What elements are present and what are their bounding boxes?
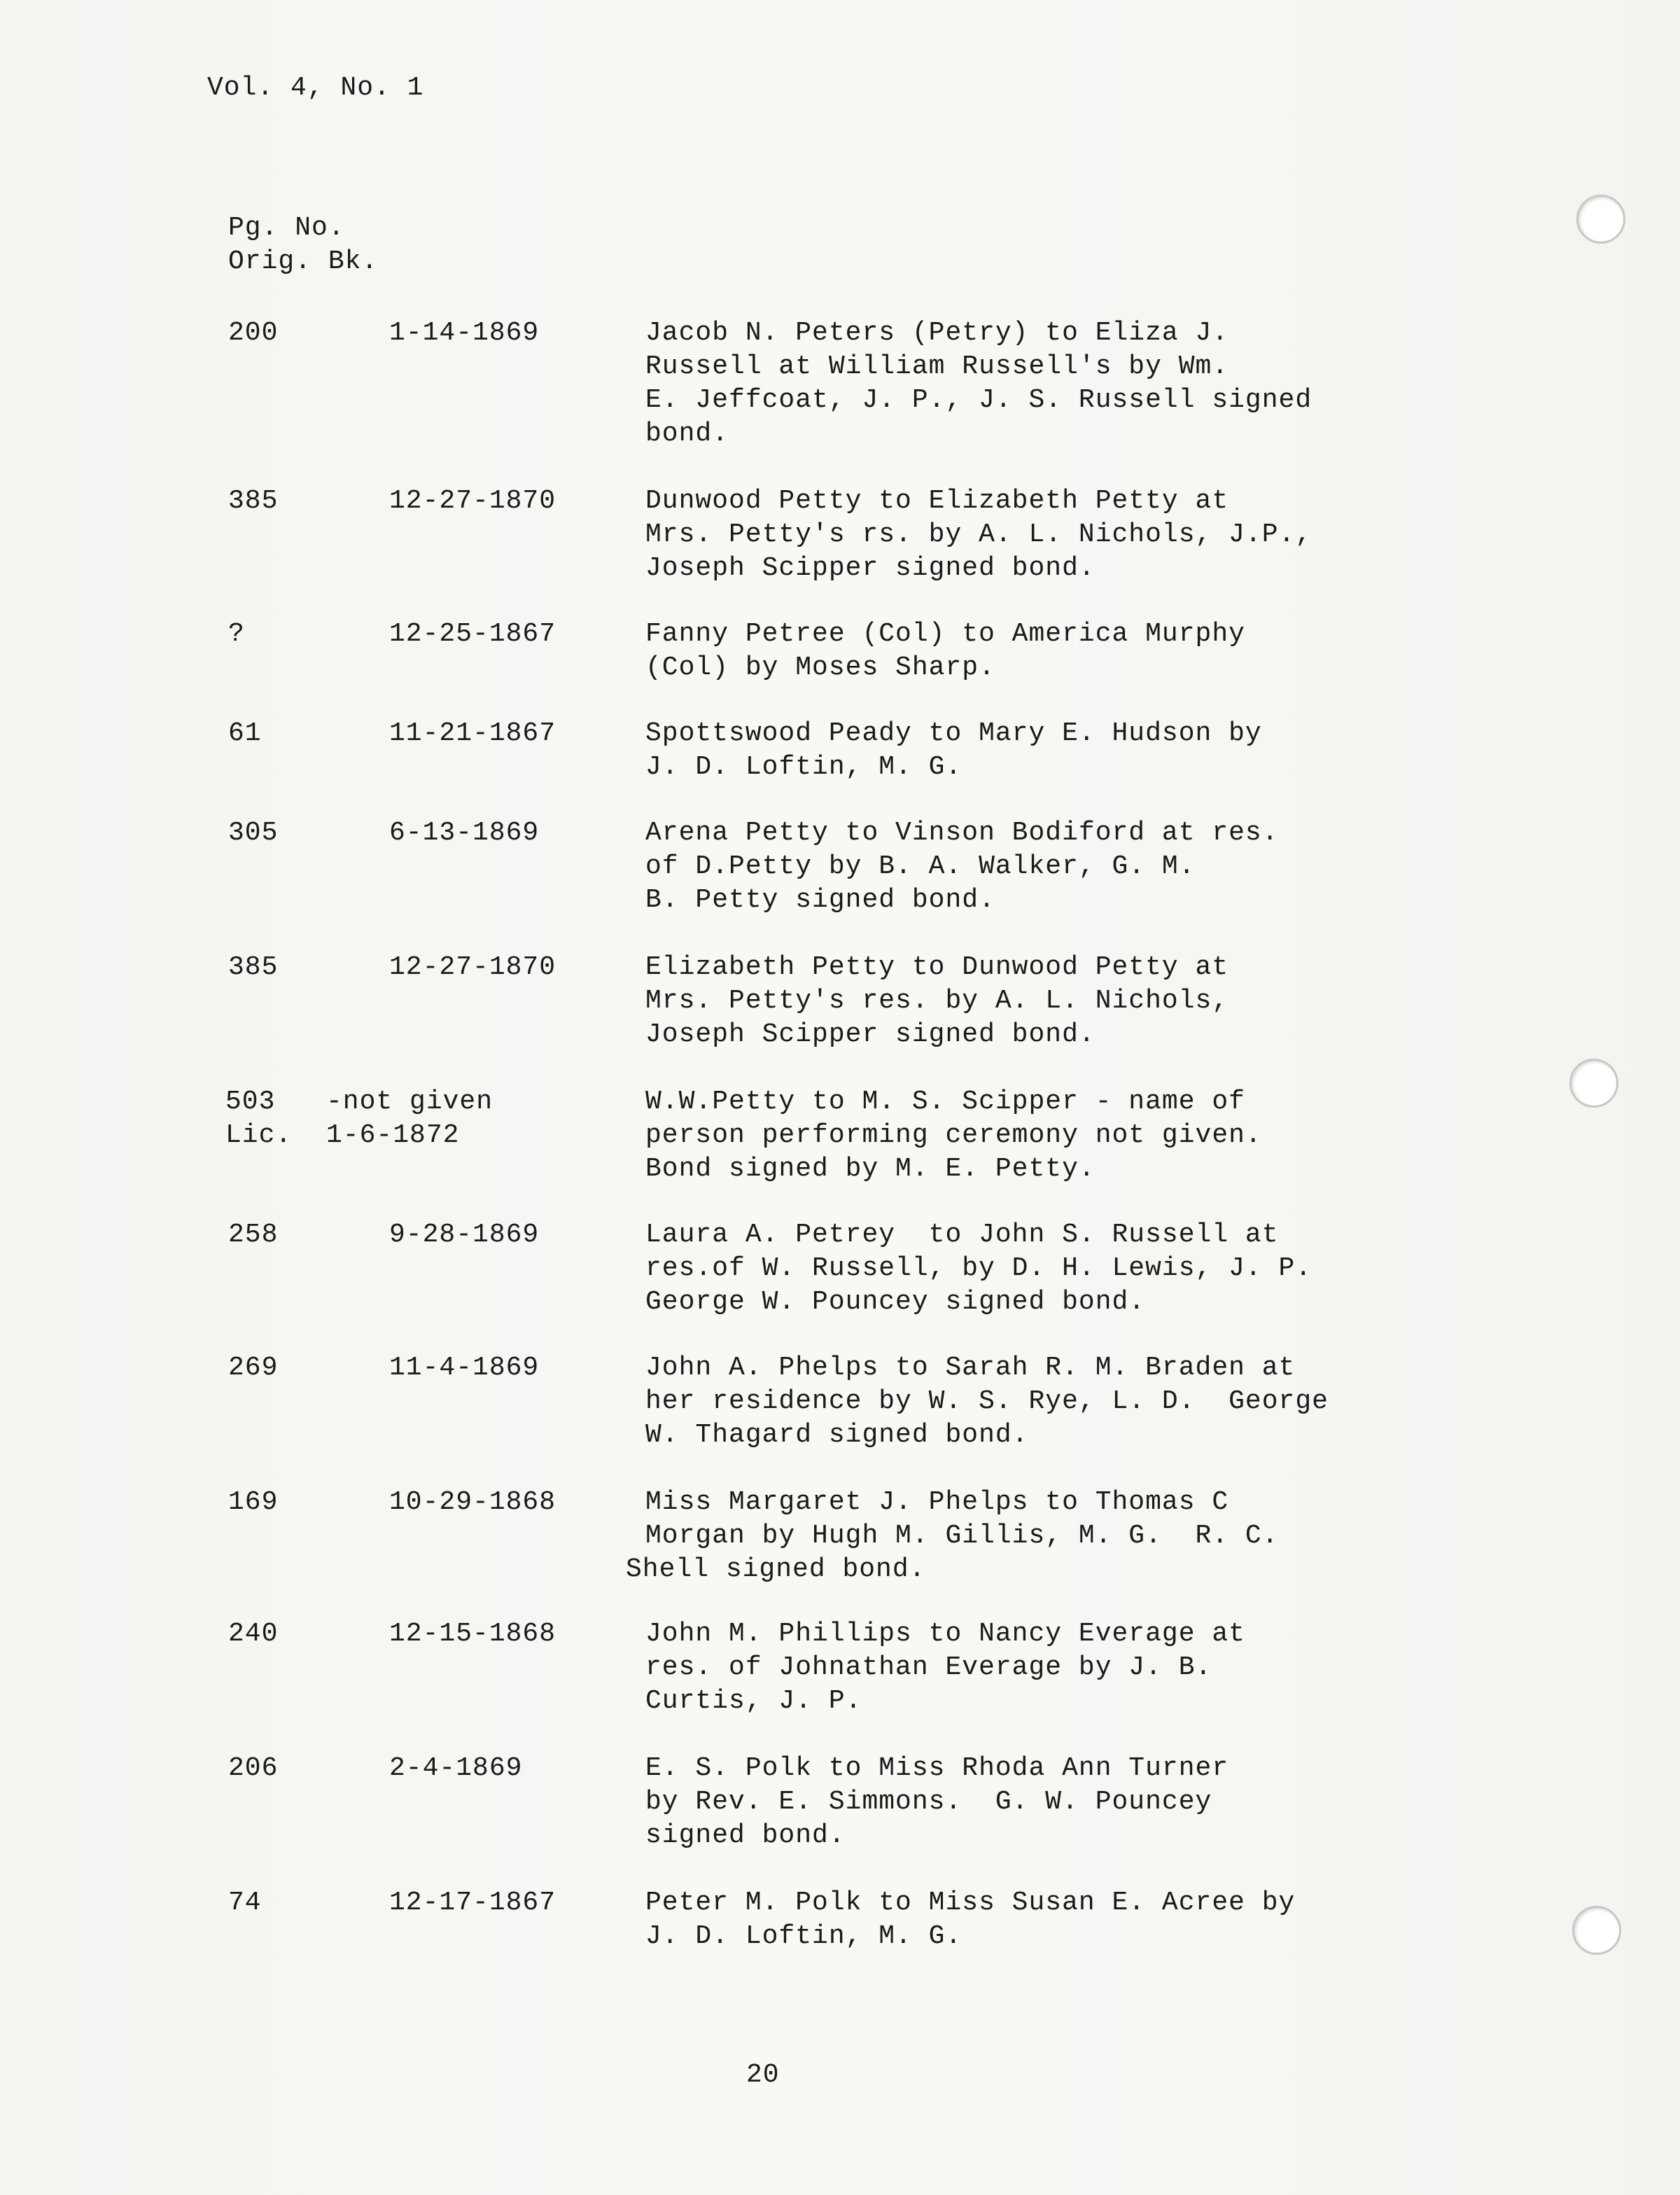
entry-text-line: res. of Johnathan Everage by J. B. <box>645 1652 1212 1682</box>
entry-page-number: 385 <box>228 486 279 516</box>
entry-text <box>645 951 1471 1052</box>
entry-page-number: ? <box>228 619 245 649</box>
entry-text <box>645 1886 1471 1953</box>
entry-text-line: J. D. Loftin, M. G. <box>645 752 962 782</box>
entry-text-line: Morgan by Hugh M. Gillis, M. G. R. C. <box>645 1521 1279 1551</box>
entry-text-line: (Col) by Moses Sharp. <box>645 653 995 683</box>
entry-text-line: John A. Phelps to Sarah R. M. Braden at <box>645 1353 1296 1383</box>
entry-text-line: Joseph Scipper signed bond. <box>645 1019 1096 1050</box>
entry-text-line: Elizabeth Petty to Dunwood Petty at <box>645 952 1229 982</box>
binder-hole-middle <box>1569 1059 1618 1108</box>
entry-text-line: Mrs. Petty's res. by A. L. Nichols, <box>645 986 1229 1016</box>
entry-page-number: 206 <box>228 1753 279 1783</box>
page-number: 20 <box>746 2060 780 2090</box>
entry-text <box>645 717 1471 784</box>
entry-date: 1-14-1869 <box>389 318 540 348</box>
entry-text-line: George W. Pouncey signed bond. <box>645 1287 1146 1317</box>
entry-date: 2-4-1869 <box>389 1753 523 1783</box>
entry-text <box>626 1486 1471 1587</box>
entry-text-line: of D.Petty by B. A. Walker, G. M. <box>645 851 1196 882</box>
entry-page-number: 169 <box>228 1487 279 1517</box>
entry-text <box>645 1351 1471 1452</box>
entry-text <box>645 1085 1471 1186</box>
entry-page-number: 240 <box>228 1619 279 1649</box>
entry-text-line: Mrs. Petty's rs. by A. L. Nichols, J.P., <box>645 520 1312 550</box>
entry-text <box>645 1752 1471 1853</box>
entry-text-line: Curtis, J. P. <box>645 1686 862 1716</box>
entry-text-line: person performing ceremony not given. <box>645 1120 1262 1150</box>
entry-text-line: Spottswood Peady to Mary E. Hudson by <box>645 718 1262 748</box>
entry-page-number: 74 <box>228 1888 262 1918</box>
entry-text <box>645 1617 1471 1718</box>
entry-text-line: W. Thagard signed bond. <box>645 1420 1029 1450</box>
entry-text-line: Shell signed bond. <box>626 1554 926 1584</box>
entry-text-line: J. D. Loftin, M. G. <box>645 1921 962 1951</box>
volume-header: Vol. 4, No. 1 <box>207 73 424 103</box>
entry-text-line: Jacob N. Peters (Petry) to Eliza J. <box>645 318 1229 348</box>
entry-text-line: Miss Margaret J. Phelps to Thomas C <box>645 1487 1229 1517</box>
column-header-line2: Orig. Bk. <box>228 246 379 277</box>
entry-date: 11-4-1869 <box>389 1353 540 1383</box>
entry-page-number: 269 <box>228 1353 279 1383</box>
entry-text-line: Dunwood Petty to Elizabeth Petty at <box>645 486 1229 516</box>
entry-text-line: by Rev. E. Simmons. G. W. Pouncey <box>645 1787 1212 1817</box>
entry-license-date: 1-6-1872 <box>326 1120 460 1150</box>
entry-text-line: her residence by W. S. Rye, L. D. George <box>645 1386 1329 1416</box>
entry-page-number: 503 <box>225 1087 276 1117</box>
entry-date: 9-28-1869 <box>389 1220 540 1250</box>
binder-hole-top <box>1576 195 1625 244</box>
entry-text-line: Laura A. Petrey to John S. Russell at <box>645 1220 1279 1250</box>
entry-text-line: Joseph Scipper signed bond. <box>645 553 1096 583</box>
entry-text-line: Fanny Petree (Col) to America Murphy <box>645 619 1245 649</box>
entry-date: 12-17-1867 <box>389 1888 556 1918</box>
entry-date: 6-13-1869 <box>389 818 540 848</box>
entry-text-line: res.of W. Russell, by D. H. Lewis, J. P. <box>645 1253 1312 1283</box>
binder-hole-bottom <box>1572 1906 1621 1955</box>
entry-date: -not given <box>326 1087 493 1117</box>
entry-date: 12-25-1867 <box>389 619 556 649</box>
entry-text-line: W.W.Petty to M. S. Scipper - name of <box>645 1087 1245 1117</box>
entry-text-line: E. S. Polk to Miss Rhoda Ann Turner <box>645 1753 1229 1783</box>
entry-text-line: Peter M. Polk to Miss Susan E. Acree by <box>645 1888 1296 1918</box>
entry-text <box>645 316 1471 451</box>
entry-text-line: Russell at William Russell's by Wm. <box>645 351 1229 382</box>
column-header-line1: Pg. No. <box>228 213 345 243</box>
column-header <box>228 211 378 279</box>
entry-text-line: bond. <box>645 419 729 449</box>
entry-license-label: Lic. <box>225 1120 293 1150</box>
entry-text-line: B. Petty signed bond. <box>645 885 995 915</box>
entry-page-number: 200 <box>228 318 279 348</box>
entry-date: 12-15-1868 <box>389 1619 556 1649</box>
entry-text-line: John M. Phillips to Nancy Everage at <box>645 1619 1245 1649</box>
entry-text <box>645 618 1471 685</box>
entry-page-number: 385 <box>228 952 279 982</box>
entry-text-line: signed bond. <box>645 1820 846 1851</box>
entry-page-number: 258 <box>228 1220 279 1250</box>
entry-text <box>645 1218 1471 1319</box>
entry-date: 11-21-1867 <box>389 718 556 748</box>
entry-text <box>645 485 1471 585</box>
entry-page-number: 61 <box>228 718 262 748</box>
entry-text <box>645 816 1471 917</box>
entry-date: 10-29-1868 <box>389 1487 556 1517</box>
entry-date: 12-27-1870 <box>389 486 556 516</box>
entry-date: 12-27-1870 <box>389 952 556 982</box>
entry-text-line: E. Jeffcoat, J. P., J. S. Russell signed <box>645 385 1312 415</box>
entry-text-line: Bond signed by M. E. Petty. <box>645 1154 1096 1184</box>
entry-page-number: 305 <box>228 818 279 848</box>
entry-text-line: Arena Petty to Vinson Bodiford at res. <box>645 818 1279 848</box>
